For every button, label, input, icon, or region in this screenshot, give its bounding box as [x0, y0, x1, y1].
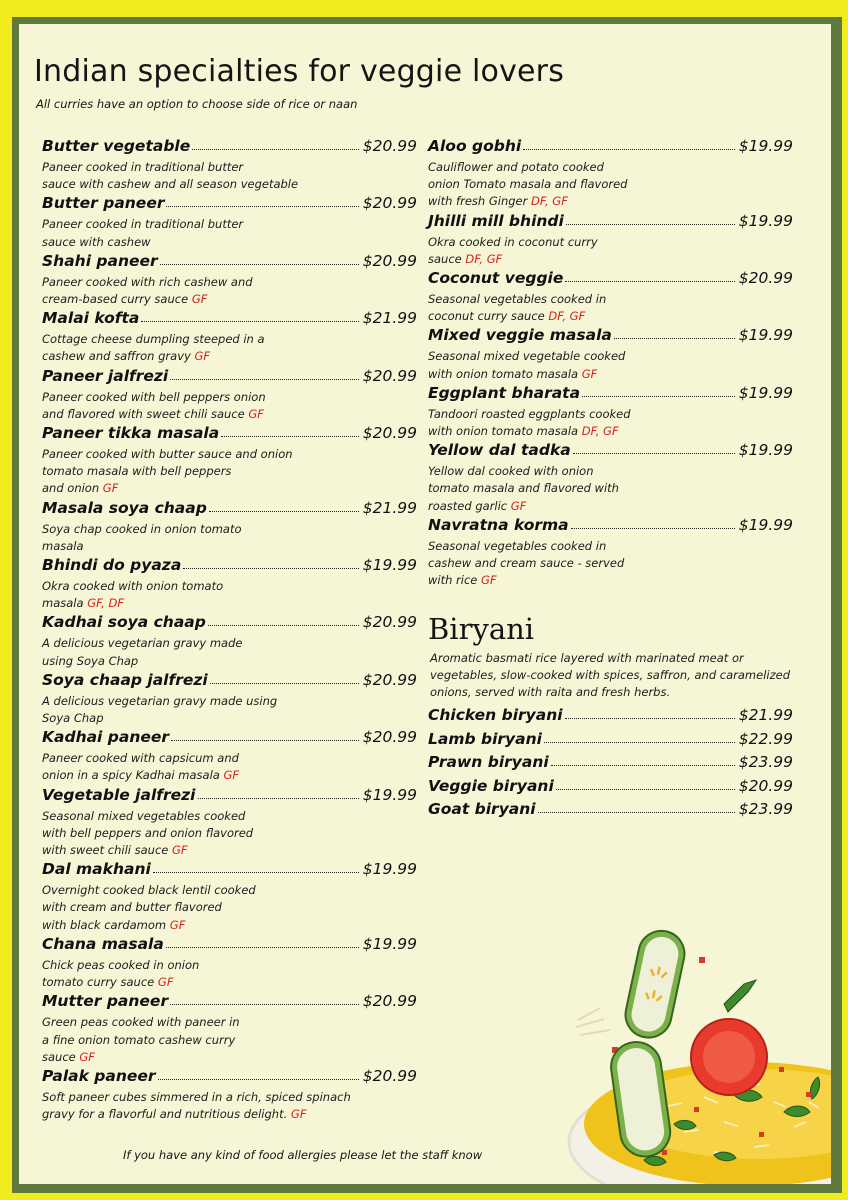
- dot-leader: [221, 424, 359, 437]
- dietary-tag: GF: [194, 349, 210, 364]
- menu-item-line: [428, 798, 793, 822]
- dish-description-text: Paneer cooked in traditional butter sauce with cashew and all season vegetable: [42, 160, 299, 192]
- dish-price: $19.99: [738, 326, 793, 345]
- dish-price: $23.99: [738, 800, 793, 818]
- menu-item: [42, 859, 417, 934]
- dish-name: Aloo gobhi: [428, 137, 522, 155]
- menu-item-line: [428, 440, 793, 460]
- dish-name: Yellow dal tadka: [428, 441, 571, 460]
- dish-description: [42, 1089, 417, 1123]
- dot-leader: [523, 137, 735, 150]
- menu-item: [428, 440, 793, 515]
- dish-name: Soya chaap jalfrezi: [42, 670, 208, 689]
- dish-description-text: Seasonal mixed vegetable cooked with onion tomato masala: [428, 349, 626, 381]
- dish-name: Kadhai paneer: [42, 728, 170, 747]
- menu-item-line: [42, 785, 417, 805]
- dietary-tag: GF: [223, 768, 239, 783]
- menu-item-line: [42, 136, 417, 156]
- dietary-tag: GF: [290, 1107, 307, 1122]
- dish-description: [42, 1014, 417, 1066]
- dish-price: $20.99: [362, 992, 417, 1011]
- menu-item: [428, 728, 793, 752]
- dietary-tag: DF, GF: [548, 309, 586, 324]
- menu-item-line: [428, 268, 793, 288]
- dish-name: Masala soya chaap: [42, 498, 207, 517]
- menu-page: [19, 24, 831, 1184]
- dot-leader: [571, 516, 735, 529]
- dish-description: [42, 159, 417, 193]
- dish-name: Malai kofta: [42, 309, 140, 328]
- dot-leader: [170, 992, 359, 1005]
- menu-item: [428, 211, 793, 268]
- dish-price: $20.99: [362, 670, 417, 689]
- dish-description-text: Soya chap cooked in onion tomato masala: [42, 521, 242, 553]
- menu-item-line: [42, 727, 417, 747]
- biryani-plate-illustration-icon: [544, 902, 831, 1184]
- menu-item: [42, 727, 417, 784]
- dish-name: Jhilli mill bhindi: [428, 211, 564, 230]
- menu-item: [428, 704, 793, 728]
- menu-item: [42, 366, 417, 423]
- dish-description-text: Okra cooked with onion tomato masala: [42, 579, 224, 611]
- dish-name: Lamb biryani: [428, 729, 542, 748]
- dish-description-text: Paneer cooked with bell peppers onion and flavored with sweet chili sauce: [42, 389, 266, 421]
- dot-leader: [565, 706, 735, 719]
- dish-description-text: A delicious vegetarian gravy made using Soya Chap: [42, 636, 243, 668]
- dot-leader: [210, 671, 359, 684]
- dot-leader: [614, 326, 735, 339]
- dot-leader: [166, 194, 358, 207]
- dietary-tag: GF: [169, 917, 186, 932]
- dot-leader: [209, 499, 359, 512]
- dietary-tag: DF, GF: [531, 194, 568, 209]
- dish-price: $19.99: [362, 785, 417, 804]
- dot-leader: [565, 269, 734, 282]
- menu-item-line: [42, 308, 417, 328]
- dot-leader: [544, 730, 735, 743]
- dietary-tag: GF: [191, 292, 208, 307]
- menu-item: [42, 991, 417, 1066]
- menu-item: [428, 268, 793, 325]
- menu-item-line: [42, 991, 417, 1011]
- dish-description: [42, 389, 417, 423]
- dish-price: $20.99: [362, 1066, 417, 1085]
- menu-item: [42, 136, 417, 193]
- menu-item: [42, 423, 417, 498]
- dish-name: Palak paneer: [42, 1066, 156, 1085]
- menu-item-line: [42, 423, 417, 443]
- dish-description: [42, 446, 417, 498]
- dish-description: [42, 635, 417, 669]
- dietary-tag: GF: [102, 481, 119, 496]
- dietary-tag: GF: [248, 406, 264, 421]
- dish-description: [428, 463, 793, 515]
- dish-price: $19.99: [738, 137, 793, 155]
- menu-item: [42, 785, 417, 860]
- menu-item: [428, 775, 793, 799]
- dish-price: $20.99: [362, 728, 417, 747]
- dish-description-text: Seasonal mixed vegetables cooked with bell peppers and onion flavored with sweet chili sauce: [42, 808, 254, 858]
- menu-item: [42, 308, 417, 365]
- dish-description-text: Soft paneer cubes simmered in a rich, spiced spinach gravy for a flavorful and nutritious delight.: [42, 1089, 351, 1122]
- menu-item-line: [42, 251, 417, 271]
- dot-leader: [573, 441, 735, 454]
- dish-price: $19.99: [362, 934, 417, 953]
- dietary-tag: GF: [510, 498, 527, 513]
- dish-price: $21.99: [362, 498, 417, 517]
- menu-item: [42, 612, 417, 669]
- dish-description: [42, 274, 417, 308]
- dot-leader: [166, 935, 359, 948]
- dish-name: Mixed veggie masala: [428, 326, 612, 345]
- menu-item: [42, 555, 417, 612]
- dish-price: $21.99: [738, 706, 793, 724]
- menu-item: [42, 251, 417, 308]
- dish-description: [428, 159, 793, 211]
- dot-leader: [538, 800, 735, 813]
- dish-description: [428, 406, 793, 440]
- dish-description: [42, 578, 417, 612]
- dish-price: $19.99: [738, 383, 793, 402]
- menu-item: [428, 515, 793, 590]
- dot-leader: [582, 384, 735, 397]
- dot-leader: [556, 777, 735, 790]
- page-subtitle: All curries have an option to choose side of rice or naan: [36, 97, 358, 111]
- dish-name: Chana masala: [42, 934, 164, 953]
- dietary-tag: GF: [172, 843, 188, 858]
- dish-description: [42, 693, 417, 727]
- dish-description-text: Yellow dal cooked with onion tomato masala and flavored with roasted garlic: [428, 464, 619, 513]
- dish-price: $19.99: [362, 556, 417, 575]
- dish-description-text: Chick peas cooked in onion tomato curry sauce: [42, 957, 200, 990]
- dish-name: Bhindi do pyaza: [42, 556, 182, 575]
- dish-name: Chicken biryani: [428, 706, 563, 724]
- menu-item: [428, 798, 793, 822]
- dietary-tag: GF: [79, 1049, 95, 1064]
- dish-price: $20.99: [362, 194, 417, 213]
- dish-description-text: Paneer cooked with rich cashew and cream-based curry sauce: [42, 274, 253, 307]
- menu-item: [42, 1066, 417, 1123]
- dish-price: $20.99: [362, 613, 417, 632]
- dish-name: Coconut veggie: [428, 269, 564, 288]
- dot-leader: [158, 1067, 359, 1080]
- dish-description: [428, 291, 793, 325]
- dot-leader: [160, 252, 359, 265]
- dot-leader: [153, 860, 359, 873]
- dish-name: Prawn biryani: [428, 753, 549, 771]
- dish-description-text: Cottage cheese dumpling steeped in a cashew and saffron gravy: [42, 332, 265, 364]
- dish-description-text: Seasonal vegetables cooked in cashew and cream sauce - served with rice: [428, 538, 625, 588]
- menu-item-line: [428, 704, 793, 728]
- dish-price: $19.99: [738, 515, 793, 534]
- dish-price: $20.99: [362, 366, 417, 385]
- dietary-tag: GF: [581, 366, 598, 381]
- right-menu-column: [428, 136, 793, 589]
- dish-price: $20.99: [362, 251, 417, 270]
- menu-item-line: [428, 515, 793, 535]
- dot-leader: [141, 309, 358, 322]
- dish-price: $20.99: [362, 137, 417, 155]
- allergy-note: If you have any kind of food allergies please let the staff know: [123, 1148, 483, 1162]
- menu-item-line: [428, 211, 793, 231]
- dish-description: [428, 348, 793, 382]
- dish-name: Butter paneer: [42, 194, 165, 213]
- dish-price: $23.99: [738, 753, 793, 771]
- menu-item: [42, 498, 417, 555]
- dish-description-text: Paneer cooked in traditional butter sauce with cashew: [42, 217, 244, 249]
- menu-item-line: [42, 1066, 417, 1086]
- dish-description: [42, 331, 417, 365]
- dish-name: Paneer tikka masala: [42, 424, 220, 443]
- dish-name: Vegetable jalfrezi: [42, 785, 196, 804]
- dish-price: $19.99: [738, 211, 793, 230]
- dish-name: Kadhai soya chaap: [42, 613, 206, 632]
- menu-item-line: [42, 498, 417, 518]
- dish-name: Navratna korma: [428, 515, 569, 534]
- dish-description: [42, 216, 417, 250]
- dish-description-text: Okra cooked in coconut curry sauce: [428, 234, 598, 266]
- menu-item-line: [428, 728, 793, 752]
- dish-name: Dal makhani: [42, 860, 151, 879]
- dish-price: $20.99: [362, 424, 417, 443]
- dot-leader: [208, 613, 359, 626]
- dot-leader: [566, 212, 735, 225]
- menu-item-line: [42, 934, 417, 954]
- menu-item-line: [428, 383, 793, 403]
- menu-item-line: [42, 859, 417, 879]
- dish-description: [42, 808, 417, 860]
- menu-item-line: [42, 193, 417, 213]
- dish-description: [42, 521, 417, 555]
- dish-name: Shahi paneer: [42, 251, 158, 270]
- menu-item-line: [42, 555, 417, 575]
- dish-name: Butter vegetable: [42, 137, 191, 155]
- biryani-list: [428, 704, 793, 822]
- dish-description-text: A delicious vegetarian gravy made using Soya Chap: [42, 693, 278, 726]
- dish-description-text: Seasonal vegetables cooked in coconut curry sauce: [428, 292, 607, 324]
- dietary-tag: DF, GF: [581, 424, 619, 439]
- dish-description-text: Cauliflower and potato cooked onion Tomato masala and flavored with fresh Ginger: [428, 160, 628, 209]
- menu-item: [428, 751, 793, 775]
- dish-name: Paneer jalfrezi: [42, 366, 169, 385]
- dish-price: $19.99: [362, 860, 417, 879]
- dietary-tag: GF: [481, 573, 497, 588]
- menu-item-line: [428, 775, 793, 799]
- dot-leader: [192, 137, 359, 150]
- biryani-intro: Aromatic basmati rice layered with marinated meat or vegetables, slow-cooked with spices, saffron, and caramelized onions, served with raita and fresh herbs.: [430, 651, 791, 700]
- menu-item: [42, 934, 417, 991]
- biryani-section-title: Biryani: [428, 612, 535, 646]
- dish-description: [428, 538, 793, 590]
- dot-leader: [170, 367, 359, 380]
- menu-item-line: [428, 136, 793, 156]
- dish-price: $20.99: [738, 776, 793, 795]
- menu-item-line: [42, 366, 417, 386]
- menu-item: [42, 670, 417, 727]
- dish-description: [42, 957, 417, 991]
- menu-item: [42, 193, 417, 250]
- page-title: Indian specialties for veggie lovers: [34, 54, 565, 89]
- dish-price: $21.99: [362, 309, 417, 328]
- left-menu-column: [42, 136, 417, 1123]
- dish-name: Veggie biryani: [428, 776, 554, 795]
- dish-price: $22.99: [738, 729, 793, 748]
- dish-description: [42, 750, 417, 784]
- dish-price: $20.99: [738, 269, 793, 288]
- dish-price: $19.99: [738, 441, 793, 460]
- menu-item-line: [428, 751, 793, 775]
- dish-description-text: Green peas cooked with paneer in a fine onion tomato cashew curry sauce: [42, 1015, 240, 1064]
- menu-item: [428, 325, 793, 382]
- dish-description: [42, 882, 417, 934]
- dietary-tag: GF, DF: [87, 596, 125, 611]
- menu-item: [428, 136, 793, 211]
- dish-description: [428, 234, 793, 268]
- dish-name: Goat biryani: [428, 800, 536, 818]
- dot-leader: [183, 556, 358, 569]
- dish-name: Eggplant bharata: [428, 383, 581, 402]
- dish-description-text: Tandoori roasted eggplants cooked with onion tomato masala: [428, 406, 631, 439]
- menu-item-line: [428, 325, 793, 345]
- dot-leader: [171, 728, 359, 741]
- dot-leader: [551, 753, 735, 766]
- dietary-tag: DF, GF: [465, 251, 503, 266]
- menu-item-line: [42, 670, 417, 690]
- menu-item-line: [42, 612, 417, 632]
- dish-name: Mutter paneer: [42, 992, 169, 1011]
- dish-description-text: Paneer cooked with butter sauce and onion tomato masala with bell peppers and onion: [42, 447, 293, 496]
- dietary-tag: GF: [157, 975, 174, 990]
- dot-leader: [198, 786, 359, 799]
- dish-description-text: Paneer cooked with capsicum and onion in a spicy Kadhai masala: [42, 751, 239, 783]
- menu-item: [428, 383, 793, 440]
- dish-description-text: Overnight cooked black lentil cooked with cream and butter flavored with black cardamom: [42, 883, 256, 932]
